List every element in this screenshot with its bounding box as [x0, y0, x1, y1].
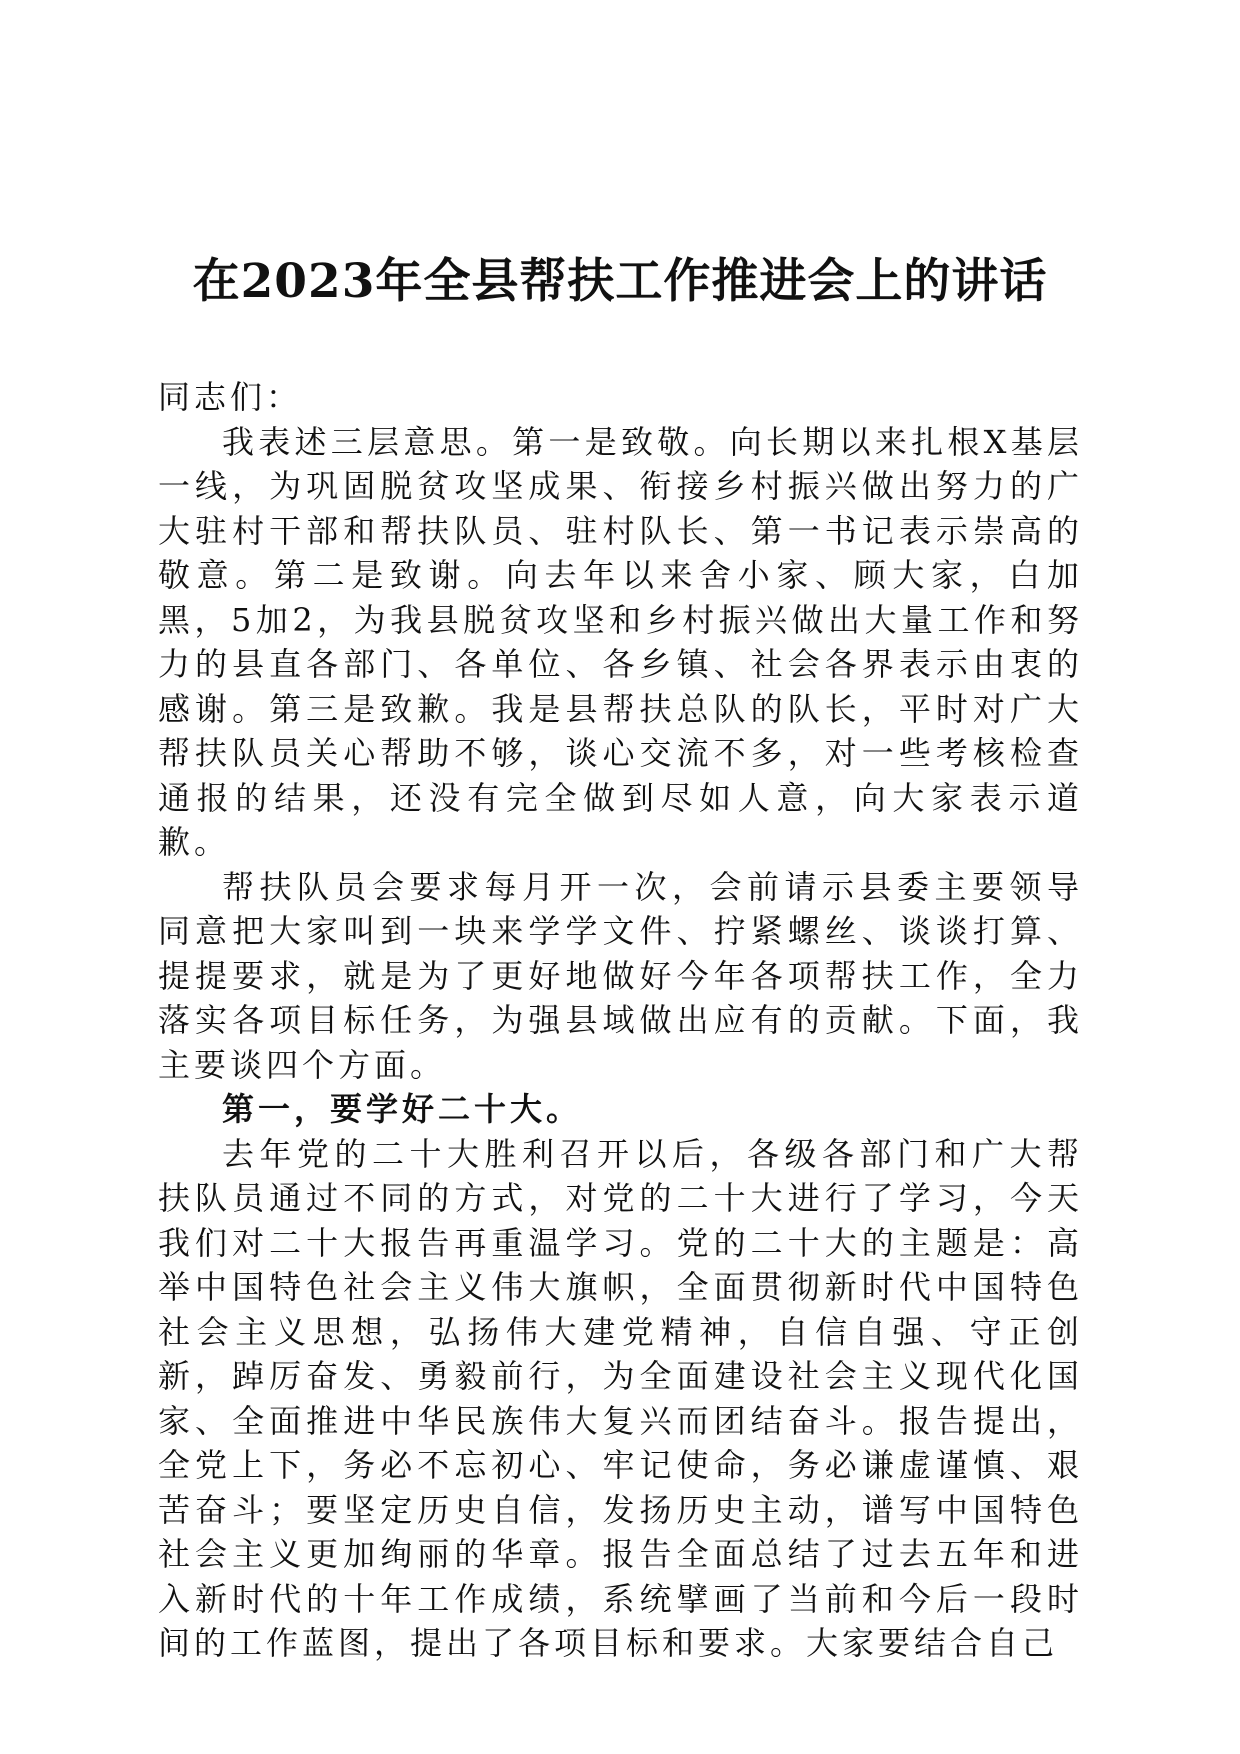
salutation: 同志们： — [158, 378, 303, 416]
document-title: 在2023年全县帮扶工作推进会上的讲话 — [192, 254, 1048, 309]
document-body — [158, 375, 1083, 1666]
paragraph-purpose: 帮扶队员会要求每月开一次，会前请示县委主要领导同意把大家叫到一块来学学文件、拧紧螺丝、谈谈打算、提提要求，就是为了更好地做好今年各项帮扶工作，全力落实各项目标任务，为强县域做出应有的贡献。下面，我主要谈四个方面。 — [158, 867, 1083, 1084]
paragraph-opening: 我表述三层意思。第一是致敬。向长期以来扎根X基层一线，为巩固脱贫攻坚成果、衔接乡村振兴做出努力的广大驻村干部和帮扶队员、驻村队长、第一书记表示崇高的敬意。第二是致谢。向去年以来舍小家、顾大家，白加黑，5加2，为我县脱贫攻坚和乡村振兴做出大量工作和努力的县直各部门、各单位、各乡镇、社会各界表示由衷的感谢。第三是致歉。我是县帮扶总队的队长，平时对广大帮扶队员关心帮助不够，谈心交流不多，对一些考核检查通报的结果，还没有完全做到尽如人意，向大家表示道歉。 — [158, 422, 1083, 861]
section-paragraph: 去年党的二十大胜利召开以后，各级各部门和广大帮扶队员通过不同的方式，对党的二十大进行了学习，今天我们对二十大报告再重温学习。党的二十大的主题是：高举中国特色社会主义伟大旗帜，全面贯彻新时代中国特色社会主义思想，弘扬伟大建党精神，自信自强、守正创新，踔厉奋发、勇毅前行，为全面建设社会主义现代化国家、全面推进中华民族伟大复兴而团结奋斗。报告提出，全党上下，务必不忘初心、牢记使命，务必谦虚谨慎、艰苦奋斗；要坚定历史自信，发扬历史主动，谱写中国特色社会主义更加绚丽的华章。报告全面总结了过去五年和进入新时代的十年工作成绩，系统擘画了当前和今后一段时间的工作蓝图，提出了各项目标和要求。大家要结合自己 — [158, 1134, 1083, 1662]
section-heading: 第一，要学好二十大。 — [222, 1090, 583, 1128]
